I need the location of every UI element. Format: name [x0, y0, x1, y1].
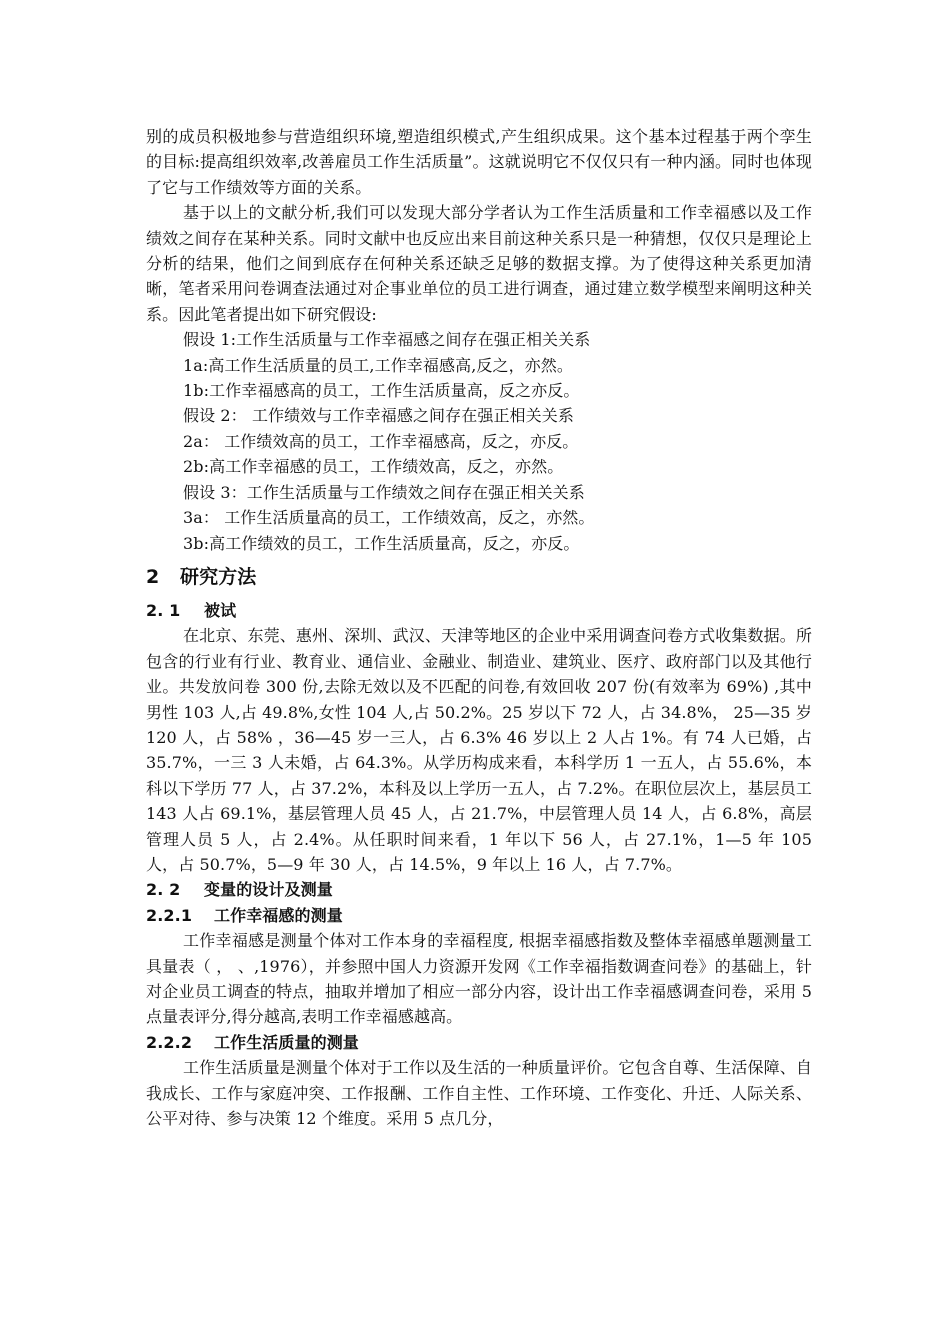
- section-2-2-2-heading: [146, 1030, 812, 1055]
- section-2-number: 2: [146, 565, 160, 588]
- hypothesis-3: 假设 3：工作生活质量与工作绩效之间存在强正相关关系: [183, 482, 585, 502]
- section-2-1-title: 被试: [204, 600, 237, 620]
- section-2-heading: [146, 562, 812, 592]
- section-2-1-paragraph: 在北京、东莞、惠州、深圳、武汉、天津等地区的企业中采用调查问卷方式收集数据。所包含的行业有行业、教育业、通信业、金融业、制造业、建筑业、医疗、政府部门以及其他行业。共发放问卷 300 份,去除无效以及不匹配的问卷,有效回收 207 份(有效率为 69%) ,其中男性 103 人,占 49.8%,女性 104 人,占 50.2%。25 岁以下 72 人，占 34.8%， 25—35 岁 120 人，占 58% ，36—45 岁一三人，占 6.3% 46 岁以上 2 人占 1%。有 74 人已婚，占 35.7%，一三 3 人未婚，占 64.3%。从学历构成来看，本科学历 1 一五人，占 55.6%，本科以下学历 77 人，占 37.2%，本科及以上学历一五人，占 7.2%。在职位层次上，基层员工 143 人占 69.1%，基层管理人员 45 人，占 21.7%，中层管理人员 14 人，占 6.8%，高层管理人员 5 人，占 2.4%。从任职时间来看，1 年以下 56 人，占 27.1%，1—5 年 105 人，占 50.7%，5—9 年 30 人，占 14.5%，9 年以上 16 人，占 7.7%。: [146, 626, 812, 874]
- section-2-2-1-heading: [146, 903, 812, 928]
- hypothesis-1b: 1b:工作幸福感高的员工，工作生活质量高，反之亦反。: [183, 381, 580, 401]
- section-2-1-number: 2. 1: [146, 600, 181, 620]
- section-2-2-title: 变量的设计及测量: [204, 880, 333, 900]
- section-2-2-heading: [146, 877, 812, 902]
- document-page: [146, 124, 812, 1131]
- intro-paragraph-1: 别的成员积极地参与营造组织环境,塑造组织模式,产生组织成果。这个基本过程基于两个孪生的目标:提高组织效率,改善雇员工作生活质量”。这就说明它不仅仅只有一种内涵。同时也体现了它与工作绩效等方面的关系。: [146, 127, 812, 197]
- hypothesis-2: 假设 2： 工作绩效与工作幸福感之间存在强正相关关系: [183, 406, 574, 426]
- section-2-2-number: 2. 2: [146, 880, 181, 900]
- section-2-2-1-number: 2.2.1: [146, 905, 193, 925]
- hypothesis-3b: 3b:高工作绩效的员工，工作生活质量高，反之，亦反。: [183, 533, 580, 553]
- section-2-2-2-paragraph: 工作生活质量是测量个体对于工作以及生活的一种质量评价。它包含自尊、生活保障、自我成长、工作与家庭冲突、工作报酬、工作自主性、工作环境、工作变化、升迁、人际关系、公平对待、参与决策 12 个维度。采用 5 点几分，: [146, 1058, 812, 1129]
- hypothesis-1a: 1a:高工作生活质量的员工,工作幸福感高,反之，亦然。: [183, 355, 573, 375]
- hypothesis-1: 假设 1:工作生活质量与工作幸福感之间存在强正相关关系: [183, 330, 591, 350]
- hypothesis-2a: 2a： 工作绩效高的员工，工作幸福感高，反之，亦反。: [183, 431, 579, 451]
- hypothesis-3a: 3a： 工作生活质量高的员工，工作绩效高，反之，亦然。: [183, 508, 595, 528]
- section-2-2-2-number: 2.2.2: [146, 1032, 193, 1052]
- section-2-2-2-title: 工作生活质量的测量: [214, 1032, 359, 1052]
- section-2-title: 研究方法: [180, 565, 257, 588]
- section-2-2-1-paragraph: 工作幸福感是测量个体对工作本身的幸福程度, 根据幸福感指数及整体幸福感单题测量工具量表（ ， 、,1976），并参照中国人力资源开发网《工作幸福指数调查问卷》的基础上，针对企业员工调查的特点，抽取并增加了相应一部分内容，设计出工作幸福感调查问卷，采用 5 点量表评分,得分越高,表明工作幸福感越高。: [146, 931, 812, 1027]
- hypotheses-list: [146, 327, 812, 556]
- hypothesis-2b: 2b:高工作幸福感的员工，工作绩效高，反之，亦然。: [183, 457, 564, 477]
- section-2-1-heading: [146, 598, 812, 623]
- intro-paragraph-2: 基于以上的文献分析,我们可以发现大部分学者认为工作生活质量和工作幸福感以及工作绩效之间存在某种关系。同时文献中也反应出来目前这种关系只是一种猜想，仅仅只是理论上分析的结果，他们之间到底存在何种关系还缺乏足够的数据支撑。为了使得这种关系更加清晰，笔者采用问卷调查法通过对企事业单位的员工进行调查，通过建立数学模型来阐明这种关系。因此笔者提出如下研究假设:: [146, 203, 812, 324]
- section-2-2-1-title: 工作幸福感的测量: [214, 905, 343, 925]
